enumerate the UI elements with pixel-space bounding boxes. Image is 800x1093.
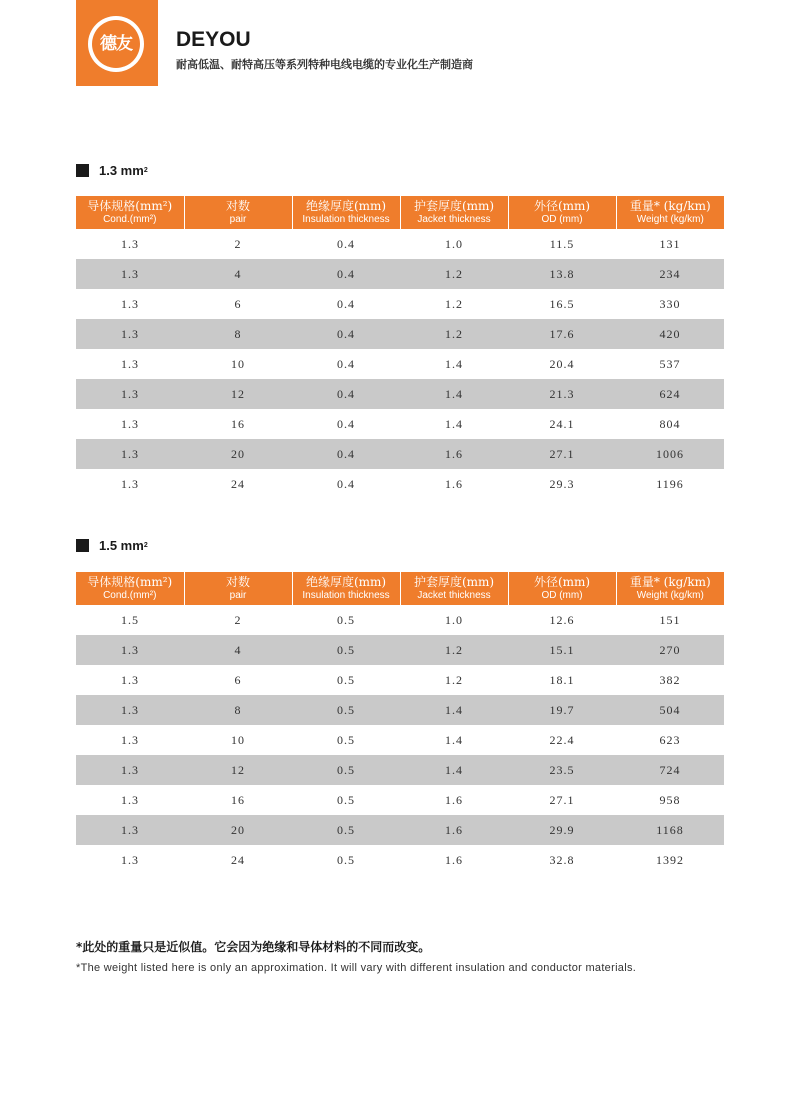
table-cell: 1.3 [121,852,139,867]
table-cell: 27.1 [508,439,616,469]
table-cell: 0.5 [337,612,355,627]
column-header [76,196,184,229]
table-cell: 382 [659,672,681,687]
column-header [508,196,616,229]
table-cell: 0.4 [337,296,355,311]
table-cell: 20 [184,815,292,845]
column-header-zh: 重量* (kg/km) [629,575,711,589]
table-cell: 12 [184,755,292,785]
table-cell: 0.5 [292,755,400,785]
table-cell: 0.5 [337,852,355,867]
table-cell: 16 [231,416,245,431]
column-header-en: pair [229,590,247,601]
table-cell: 24 [231,476,245,491]
column-header [184,196,292,229]
table-cell: 624 [616,379,724,409]
column-header-zh: 导体规格(mm²) [87,199,173,213]
table-cell: 1.3 [76,439,184,469]
table-cell: 13.8 [508,259,616,289]
table-cell: 1.3 [121,296,139,311]
table-cell: 1.3 [121,732,139,747]
table-cell: 19.7 [508,695,616,725]
table-cell: 0.5 [292,695,400,725]
table-row [76,229,724,259]
column-header-zh: 绝缘厚度(mm) [305,199,387,213]
table-cell: 1.5 [121,612,139,627]
table-row [76,379,724,409]
table-header-row [76,572,724,605]
table-cell: 1.3 [121,672,139,687]
table-cell: 1.0 [445,236,463,251]
table-row [76,259,724,289]
table-row [76,815,724,845]
table-cell: 234 [616,259,724,289]
column-header [76,572,184,605]
table-cell: 1.3 [121,416,139,431]
section-heading [76,163,148,178]
table-cell: 16.5 [549,296,575,311]
section-title: 1.3 mm [99,163,144,178]
table-cell: 804 [659,416,681,431]
table-cell: 270 [616,635,724,665]
table-row [76,605,724,635]
column-header [616,572,724,605]
table-cell: 0.4 [337,356,355,371]
table-cell: 17.6 [508,319,616,349]
column-header-en: Insulation thickness [302,214,390,225]
table-row [76,469,724,499]
logo-text: 德友 [92,20,140,68]
table-cell: 29.3 [549,476,575,491]
table-cell: 2 [234,612,242,627]
table-cell: 724 [616,755,724,785]
spec-table [76,196,724,499]
table-cell: 24 [231,852,245,867]
table-cell: 0.4 [292,439,400,469]
table-cell: 131 [659,236,681,251]
table-cell: 8 [184,695,292,725]
section-title-sup: 2 [143,167,148,174]
table-cell: 537 [659,356,681,371]
column-header-zh: 护套厚度(mm) [413,575,495,589]
column-header-en: Jacket thickness [417,214,491,225]
table-cell: 11.5 [549,236,575,251]
table-row [76,785,724,815]
column-header-en: Cond.(mm²) [103,214,157,225]
table-cell: 6 [234,296,242,311]
section-heading [76,538,148,553]
brand-name: DEYOU [176,28,251,51]
table-cell: 8 [184,319,292,349]
column-header [616,196,724,229]
table-cell: 1.3 [76,635,184,665]
table-header-row [76,196,724,229]
table-cell: 4 [184,259,292,289]
column-header [400,196,508,229]
table-cell: 0.5 [292,635,400,665]
table-cell: 1.4 [445,356,463,371]
table-cell: 0.4 [337,416,355,431]
table-cell: 32.8 [549,852,575,867]
table-cell: 12.6 [549,612,575,627]
column-header-en: Cond.(mm²) [103,590,157,601]
table-cell: 10 [231,732,245,747]
table-cell: 24.1 [549,416,575,431]
table-row [76,439,724,469]
table-cell: 22.4 [549,732,575,747]
table-cell: 1168 [616,815,724,845]
table-cell: 1.3 [121,476,139,491]
table-row [76,755,724,785]
table-cell: 23.5 [508,755,616,785]
table-row [76,349,724,379]
table-row [76,409,724,439]
column-header-en: Insulation thickness [302,590,390,601]
square-bullet-icon [76,164,89,177]
table-row [76,665,724,695]
table-row [76,845,724,875]
weight-note-zh: *此处的重量只是近似值。它会因为绝缘和导体材料的不同而改变。 [76,940,431,954]
table-cell: 12 [184,379,292,409]
table-cell: 0.4 [337,476,355,491]
table-cell: 1.4 [400,695,508,725]
table-row [76,319,724,349]
table-cell: 16 [231,792,245,807]
table-row [76,725,724,755]
table-cell: 958 [659,792,681,807]
table-cell: 1.2 [445,672,463,687]
table-cell: 27.1 [549,792,575,807]
table-cell: 1.6 [445,792,463,807]
section-title-sup: 2 [143,542,148,549]
table-cell: 1.6 [445,852,463,867]
weight-note-en: *The weight listed here is only an approximation. It will vary with different insulation and conductor materials. [76,962,637,974]
column-header-zh: 导体规格(mm²) [87,575,173,589]
table-cell: 1.3 [121,236,139,251]
table-cell: 1006 [616,439,724,469]
column-header-zh: 外径(mm) [533,575,591,589]
column-header-zh: 护套厚度(mm) [413,199,495,213]
table-cell: 420 [616,319,724,349]
column-header-zh: 对数 [225,575,250,589]
logo-badge [88,16,144,72]
spec-table [76,572,724,875]
table-cell: 1.3 [121,356,139,371]
table-cell: 1.6 [400,815,508,845]
logo [76,0,158,86]
table-cell: 29.9 [508,815,616,845]
table-cell: 504 [616,695,724,725]
column-header-en: OD (mm) [541,590,583,601]
table-cell: 1.0 [445,612,463,627]
table-cell: 1.4 [400,755,508,785]
table-cell: 1.2 [445,296,463,311]
column-header-zh: 重量* (kg/km) [629,199,711,213]
table-cell: 2 [234,236,242,251]
table-cell: 1.6 [400,439,508,469]
table-cell: 0.4 [292,379,400,409]
column-header [292,196,400,229]
table-cell: 18.1 [549,672,575,687]
table-cell: 15.1 [508,635,616,665]
column-header-en: Weight (kg/km) [636,590,704,601]
column-header [292,572,400,605]
table-cell: 1.2 [400,259,508,289]
table-cell: 0.5 [337,792,355,807]
table-cell: 623 [659,732,681,747]
column-header-zh: 外径(mm) [533,199,591,213]
column-header [400,572,508,605]
table-cell: 21.3 [508,379,616,409]
column-header-en: Jacket thickness [417,590,491,601]
column-header-zh: 对数 [225,199,250,213]
column-header-zh: 绝缘厚度(mm) [305,575,387,589]
table-cell: 4 [184,635,292,665]
company-tagline: 耐高低温、耐特高压等系列特种电线电缆的专业化生产制造商 [176,58,473,71]
table-cell: 0.5 [292,815,400,845]
table-cell: 0.4 [337,236,355,251]
table-cell: 1.3 [76,695,184,725]
table-cell: 1.3 [76,319,184,349]
table-cell: 1.3 [121,792,139,807]
table-cell: 0.4 [292,319,400,349]
table-cell: 151 [659,612,681,627]
square-bullet-icon [76,539,89,552]
table-cell: 1.4 [445,416,463,431]
column-header-en: pair [229,214,247,225]
table-cell: 0.5 [337,672,355,687]
table-cell: 1.3 [76,815,184,845]
table-cell: 20.4 [549,356,575,371]
table-cell: 1196 [656,476,684,491]
table-row [76,635,724,665]
table-cell: 1.4 [445,732,463,747]
table-row [76,289,724,319]
table-cell: 10 [231,356,245,371]
table-cell: 330 [659,296,681,311]
table-cell: 1.3 [76,259,184,289]
column-header [508,572,616,605]
column-header [184,572,292,605]
table-cell: 6 [234,672,242,687]
table-row [76,695,724,725]
table-cell: 1392 [656,852,684,867]
table-cell: 20 [184,439,292,469]
table-cell: 1.6 [445,476,463,491]
section-title: 1.5 mm [99,538,144,553]
table-cell: 1.4 [400,379,508,409]
table-cell: 1.3 [76,379,184,409]
column-header-en: OD (mm) [541,214,583,225]
table-cell: 1.3 [76,755,184,785]
table-cell: 0.5 [337,732,355,747]
column-header-en: Weight (kg/km) [636,214,704,225]
table-cell: 0.4 [292,259,400,289]
table-cell: 1.2 [400,319,508,349]
table-cell: 1.2 [400,635,508,665]
